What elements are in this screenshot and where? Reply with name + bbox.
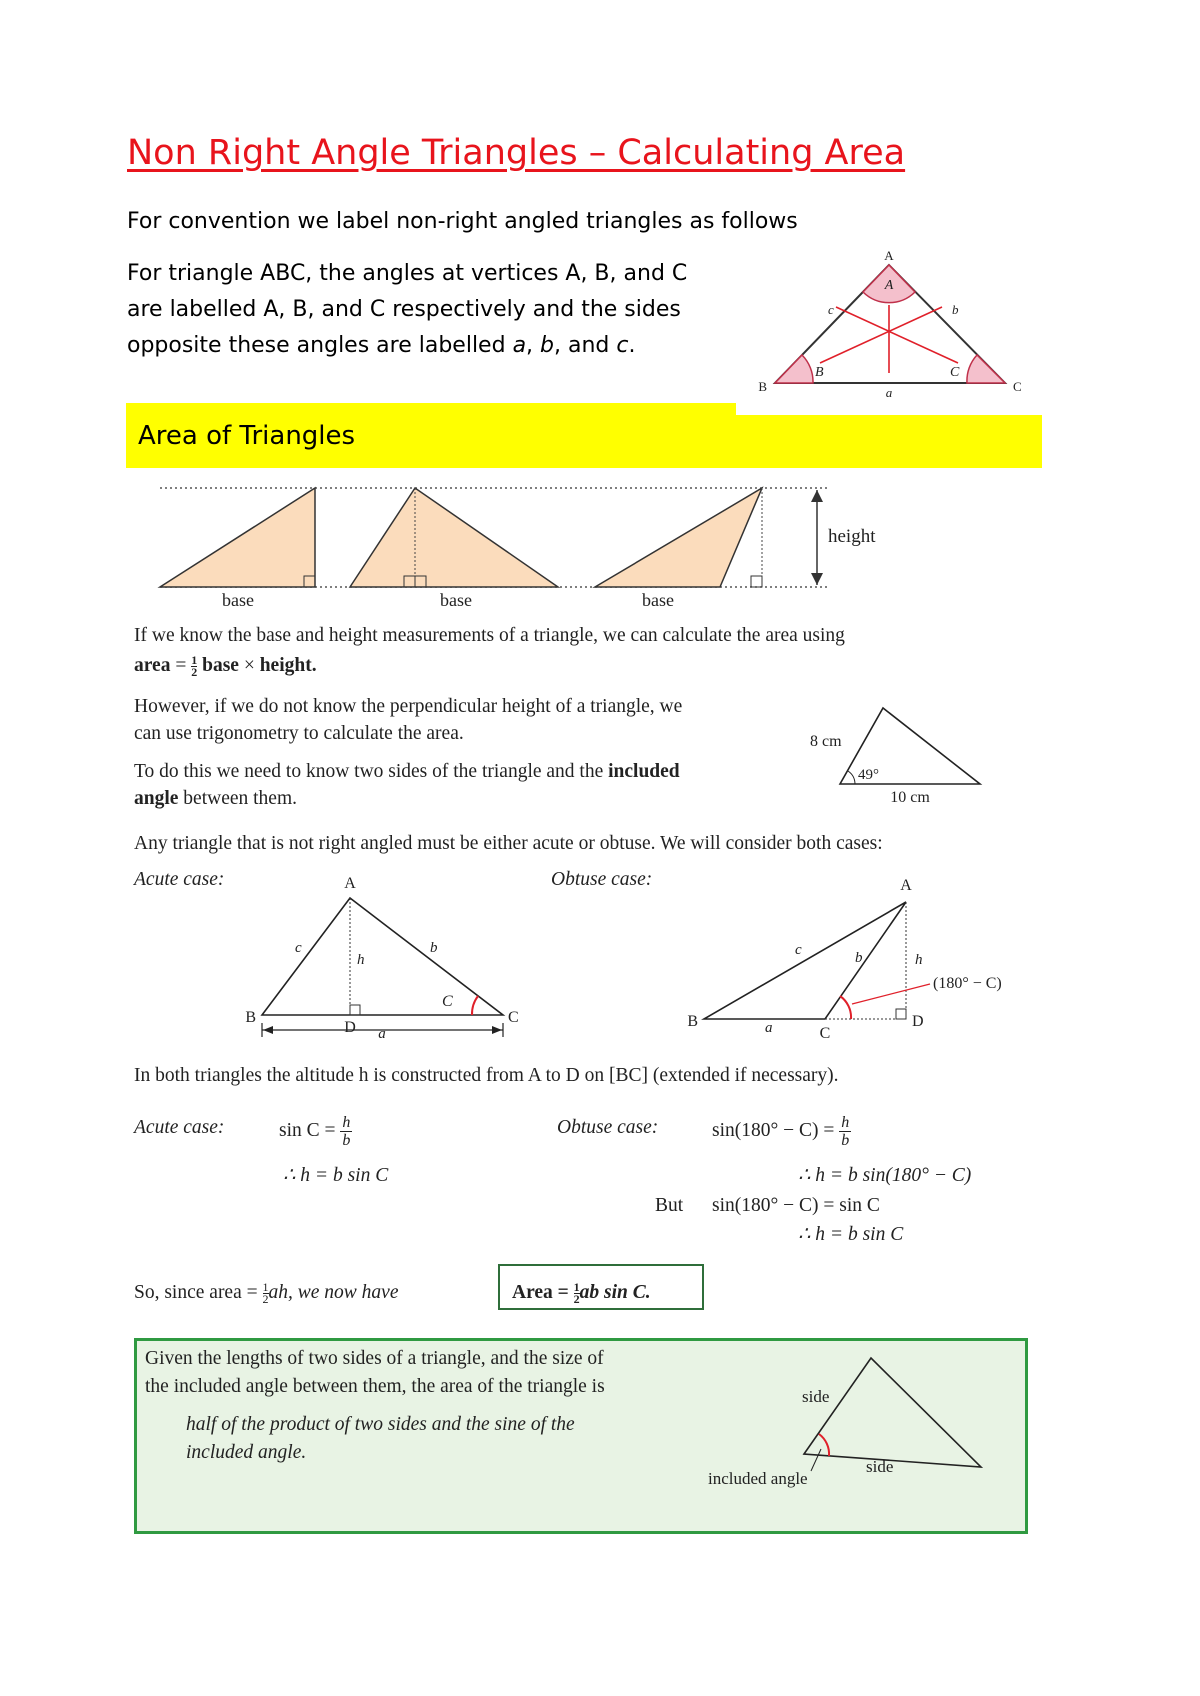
angle-49-label: 49° (858, 767, 879, 783)
obtuse-equation-4: ∴ h = b sin C (798, 1224, 904, 1245)
h-over-b-fraction (340, 1114, 352, 1149)
fraction-denominator: b (841, 1132, 850, 1149)
acute-equation-2: ∴ h = b sin C (283, 1165, 389, 1186)
summary-line-2: the included angle between them, the area of the triangle is (145, 1376, 605, 1397)
angle-c-sector (967, 355, 1005, 383)
summary-side-label-1: side (802, 1387, 830, 1406)
but-label: But (655, 1195, 684, 1216)
obtuse-angle-label: (180° − C) (933, 975, 1002, 992)
obtuse-case-diagram (680, 872, 1040, 1042)
formula-height-word: height (259, 655, 312, 676)
obtuse-case-label: Obtuse case: (551, 869, 653, 890)
intro-text: For convention we label non-right angled triangles as follows (127, 209, 798, 234)
acute-triangle-abc (262, 898, 503, 1015)
acute-foot-d: D (344, 1019, 356, 1036)
acute-vertex-a: A (344, 875, 356, 892)
half-denominator: 2 (573, 1292, 580, 1307)
formula-end: . (311, 655, 317, 676)
h-over-b-fraction (839, 1114, 851, 1149)
obtuse-equation-1 (712, 1114, 851, 1149)
included-bold: included (608, 761, 680, 782)
angle-bold: angle (134, 788, 179, 809)
trig-line-4 (134, 785, 297, 812)
supplementary-angle-arc (840, 996, 851, 1019)
trig-line-3-text: To do this we need to know two sides of the triangle and the (134, 761, 609, 782)
half-numerator: 1 (191, 653, 198, 668)
base-height-diagram (150, 480, 890, 610)
acute-eq1-lhs: sin C = (279, 1119, 336, 1141)
obtuse-side-c: c (795, 942, 802, 958)
acute-side-c: c (295, 940, 302, 956)
convention-line-3 (127, 328, 636, 364)
obtuse-equation-3: sin(180° − C) = sin C (712, 1195, 880, 1216)
summary-triangle (804, 1358, 981, 1467)
fraction-denominator: b (342, 1132, 351, 1149)
side-c-label: c (828, 302, 834, 317)
conclusion-pre: So, since area = (134, 1282, 258, 1303)
obtuse-side-b: b (855, 950, 863, 966)
side-a-label: a (885, 385, 893, 400)
labelled-triangle-diagram (760, 245, 1020, 400)
trig-line-1: However, if we do not know the perpendicular height of a triangle, we (134, 696, 683, 717)
side-c-label: c (616, 333, 629, 358)
box-formula-post: ab sin C. (579, 1282, 651, 1303)
base-label-2: base (440, 590, 472, 610)
formula-base-word: base (202, 655, 239, 676)
cases-line: Any triangle that is not right angled must be either acute or obtuse. We will consider both cases: (134, 833, 883, 854)
separator: , (526, 333, 541, 358)
angle-a-label: A (884, 278, 894, 293)
right-triangle (160, 488, 315, 587)
summary-line-4: included angle. (186, 1442, 307, 1463)
acute-vertex-b: B (245, 1009, 256, 1026)
half-fraction (191, 655, 197, 678)
conclusion-mid: ah, we now have (268, 1282, 399, 1303)
acute-vertex-c: C (508, 1009, 519, 1026)
obtuse-eq1-lhs: sin(180° − C) = (712, 1119, 835, 1141)
separator: , and (554, 333, 617, 358)
obtuse-vertex-b: B (687, 1013, 698, 1030)
trig-line-3 (134, 758, 680, 785)
base-height-sentence: If we know the base and height measurements of a triangle, we can calculate the area using (134, 625, 845, 646)
vertex-b-label: B (758, 379, 767, 394)
acute-angle-c: C (442, 993, 453, 1010)
half-denominator: 2 (191, 665, 198, 680)
obtuse-foot-d: D (912, 1013, 924, 1030)
area-formula (134, 652, 317, 679)
angle-c-label: C (950, 365, 960, 380)
side-10cm-label: 10 cm (890, 789, 930, 806)
side-b-label: b (540, 333, 555, 358)
formula-equals: = (175, 655, 187, 676)
half-denominator: 2 (262, 1292, 269, 1307)
acute-equation-1 (279, 1114, 352, 1149)
obtuse-side-a: a (765, 1020, 773, 1036)
angle-b-label: B (815, 365, 824, 380)
height-label: height (828, 526, 876, 547)
obtuse-triangle-abc (704, 902, 906, 1019)
formula-times: × (243, 655, 255, 676)
derivation-obtuse-label: Obtuse case: (557, 1117, 659, 1138)
half-numerator: 1 (262, 1280, 269, 1295)
acute-side-b: b (430, 940, 438, 956)
side-b-label: b (952, 302, 959, 317)
side-8cm-label: 8 cm (810, 733, 842, 750)
acute-height-h: h (357, 952, 365, 968)
full-stop: . (628, 333, 636, 358)
obtuse-height-h: h (915, 952, 923, 968)
formula-area-word: area (134, 655, 171, 676)
convention-line-3-text: opposite these angles are labelled (127, 333, 513, 358)
summary-line-1: Given the lengths of two sides of a triangle, and the size of (145, 1348, 604, 1369)
trig-line-4-text: between them. (178, 788, 298, 809)
convention-line-2: are labelled A, B, and C respectively and the sides (127, 297, 681, 322)
included-angle-label: included angle (708, 1469, 808, 1488)
area-formula-boxed (512, 1279, 651, 1306)
convention-line-1: For triangle ABC, the angles at vertices A, B, and C (127, 261, 688, 286)
acute-triangle (350, 488, 558, 587)
section-heading: Area of Triangles (138, 421, 356, 451)
angle-c-arc (472, 996, 478, 1015)
box-formula-pre: Area = (512, 1282, 569, 1303)
base-label-1: base (222, 590, 254, 610)
example-triangle-diagram (810, 700, 1000, 810)
conclusion-line (134, 1279, 398, 1306)
summary-side-label-2: side (866, 1457, 894, 1476)
altitude-line: In both triangles the altitude h is constructed from A to D on [BC] (extended if necessary). (134, 1065, 839, 1086)
vertex-c-label: C (1013, 379, 1022, 394)
vertex-a-label: A (884, 248, 894, 263)
half-numerator: 1 (573, 1280, 580, 1295)
angle-b-sector (775, 355, 813, 383)
derivation-acute-label: Acute case: (134, 1117, 225, 1138)
obtuse-vertex-a: A (900, 877, 912, 894)
side-a-label: a (512, 333, 527, 358)
acute-side-a: a (378, 1026, 386, 1042)
fraction-numerator: h (342, 1114, 351, 1131)
base-label-3: base (642, 590, 674, 610)
fraction-numerator: h (841, 1114, 850, 1131)
included-angle-diagram (700, 1350, 1000, 1500)
included-angle-arc (819, 1434, 829, 1456)
acute-case-label: Acute case: (134, 869, 225, 890)
obtuse-equation-2: ∴ h = b sin(180° − C) (798, 1165, 972, 1186)
trig-line-2: can use trigonometry to calculate the area. (134, 723, 464, 744)
acute-case-diagram (240, 870, 530, 1055)
obtuse-vertex-c: C (819, 1025, 831, 1042)
summary-line-3: half of the product of two sides and the sine of the (186, 1414, 575, 1435)
page-title: Non Right Angle Triangles – Calculating Area (127, 133, 906, 173)
obtuse-triangle (595, 488, 762, 587)
